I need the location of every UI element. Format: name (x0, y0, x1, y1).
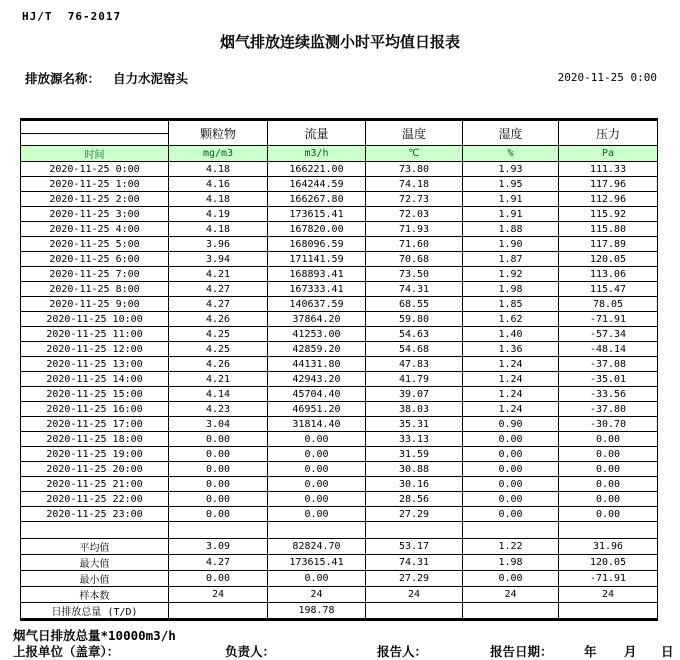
value-cell: 0.00 (169, 492, 268, 507)
summary-value-cell: 1.22 (463, 539, 559, 555)
value-cell: 41.79 (366, 372, 463, 387)
spacer-cell (366, 522, 463, 539)
value-cell: 35.31 (366, 417, 463, 432)
value-cell: 167333.41 (268, 282, 366, 297)
value-cell: 4.16 (169, 177, 268, 192)
time-cell: 2020-11-25 21:00 (21, 477, 169, 492)
value-cell: 0.00 (463, 492, 559, 507)
source-name-value: 自力水泥窑头 (113, 71, 189, 86)
value-cell: 167820.00 (268, 222, 366, 237)
table-row (21, 267, 658, 282)
value-cell: -71.91 (559, 312, 658, 327)
summary-value-cell (463, 603, 559, 620)
value-cell: 4.21 (169, 267, 268, 282)
month-label: 月 (624, 644, 637, 659)
value-cell: 1.87 (463, 252, 559, 267)
value-cell: 54.68 (366, 342, 463, 357)
value-cell: 117.96 (559, 177, 658, 192)
value-cell: 1.93 (463, 162, 559, 177)
table-row (21, 507, 658, 522)
table-row (21, 192, 658, 207)
value-cell: 70.68 (366, 252, 463, 267)
summary-label-cell: 样本数 (21, 587, 169, 603)
unit-flow: m3/h (268, 146, 366, 162)
value-cell: 3.94 (169, 252, 268, 267)
summary-value-cell: 0.00 (463, 571, 559, 587)
report-date-label: 报告日期： (490, 644, 553, 659)
footer-note: 烟气日排放总量*10000m3/h (13, 628, 176, 643)
value-cell: 1.91 (463, 207, 559, 222)
value-cell: 112.96 (559, 192, 658, 207)
summary-value-cell: 24 (559, 587, 658, 603)
value-cell: 1.40 (463, 327, 559, 342)
spacer-cell (559, 522, 658, 539)
responsible-person-label: 负责人： (225, 644, 276, 659)
column-header-flow: 流量 (268, 120, 366, 146)
value-cell: 117.89 (559, 237, 658, 252)
value-cell: 71.93 (366, 222, 463, 237)
value-cell: 0.00 (559, 492, 658, 507)
value-cell: 173615.41 (268, 207, 366, 222)
value-cell: 0.00 (169, 462, 268, 477)
spacer-cell (463, 522, 559, 539)
summary-value-cell: 0.00 (268, 571, 366, 587)
value-cell: -57.34 (559, 327, 658, 342)
standard-number: HJ/T 76-2017 (22, 10, 122, 23)
table-row (21, 417, 658, 432)
time-cell: 2020-11-25 5:00 (21, 237, 169, 252)
value-cell: 1.92 (463, 267, 559, 282)
value-cell: 140637.59 (268, 297, 366, 312)
year-label: 年 (584, 644, 597, 659)
time-cell: 2020-11-25 10:00 (21, 312, 169, 327)
value-cell: 0.00 (559, 477, 658, 492)
column-header-pressure: 压力 (559, 120, 658, 146)
value-cell: 0.00 (559, 507, 658, 522)
summary-value-cell: 24 (268, 587, 366, 603)
time-cell: 2020-11-25 9:00 (21, 297, 169, 312)
value-cell: 38.03 (366, 402, 463, 417)
corner-cell-top (21, 121, 168, 134)
value-cell: 44131.80 (268, 357, 366, 372)
summary-rows (21, 539, 658, 620)
value-cell: 3.96 (169, 237, 268, 252)
summary-value-cell: 24 (169, 587, 268, 603)
summary-value-cell: 74.31 (366, 555, 463, 571)
table-row (21, 432, 658, 447)
day-label: 日 (661, 644, 674, 659)
column-header-humidity: 湿度 (463, 120, 559, 146)
time-cell: 2020-11-25 12:00 (21, 342, 169, 357)
summary-value-cell: 53.17 (366, 539, 463, 555)
value-cell: 39.07 (366, 387, 463, 402)
value-cell: 4.25 (169, 327, 268, 342)
value-cell: 0.00 (463, 432, 559, 447)
value-cell: 168096.59 (268, 237, 366, 252)
value-cell: 0.00 (268, 462, 366, 477)
value-cell: -35.01 (559, 372, 658, 387)
time-cell: 2020-11-25 19:00 (21, 447, 169, 462)
value-cell: 30.16 (366, 477, 463, 492)
summary-row (21, 603, 658, 620)
value-cell: 1.95 (463, 177, 559, 192)
value-cell: -37.08 (559, 357, 658, 372)
value-cell: 0.00 (463, 477, 559, 492)
value-cell: 54.63 (366, 327, 463, 342)
table-row (21, 462, 658, 477)
spacer-row (21, 522, 658, 539)
spacer-cell (21, 522, 169, 539)
time-cell: 2020-11-25 13:00 (21, 357, 169, 372)
unit-pressure: Pa (559, 146, 658, 162)
spacer-cell (268, 522, 366, 539)
value-cell: 1.24 (463, 357, 559, 372)
table-row (21, 357, 658, 372)
value-cell: 42943.20 (268, 372, 366, 387)
table-row (21, 477, 658, 492)
value-cell: 4.27 (169, 297, 268, 312)
summary-value-cell: 173615.41 (268, 555, 366, 571)
value-cell: 31814.40 (268, 417, 366, 432)
value-cell: 4.18 (169, 192, 268, 207)
source-name-label: 排放源名称： (25, 71, 101, 86)
table-row (21, 447, 658, 462)
time-cell: 2020-11-25 14:00 (21, 372, 169, 387)
value-cell: 4.14 (169, 387, 268, 402)
table-row (21, 162, 658, 177)
value-cell: 0.00 (268, 447, 366, 462)
time-cell: 2020-11-25 15:00 (21, 387, 169, 402)
summary-label-cell: 最大值 (21, 555, 169, 571)
table-row (21, 327, 658, 342)
pollutant-header-row (21, 120, 658, 146)
value-cell: 1.88 (463, 222, 559, 237)
value-cell: 113.06 (559, 267, 658, 282)
time-cell: 2020-11-25 6:00 (21, 252, 169, 267)
value-cell: 74.31 (366, 282, 463, 297)
value-cell: 73.50 (366, 267, 463, 282)
time-cell: 2020-11-25 11:00 (21, 327, 169, 342)
table-row (21, 312, 658, 327)
value-cell: 115.92 (559, 207, 658, 222)
value-cell: 73.80 (366, 162, 463, 177)
value-cell: 0.90 (463, 417, 559, 432)
table-row (21, 297, 658, 312)
value-cell: 1.24 (463, 387, 559, 402)
page-title: 烟气排放连续监测小时平均值日报表 (219, 33, 460, 51)
time-cell: 2020-11-25 3:00 (21, 207, 169, 222)
time-cell: 2020-11-25 22:00 (21, 492, 169, 507)
value-cell: 4.26 (169, 357, 268, 372)
time-cell: 2020-11-25 2:00 (21, 192, 169, 207)
table-row (21, 207, 658, 222)
value-cell: 1.91 (463, 192, 559, 207)
value-cell: 0.00 (169, 507, 268, 522)
spacer-body (21, 522, 658, 539)
summary-value-cell (559, 603, 658, 620)
signature-row (0, 642, 680, 660)
value-cell: 0.00 (559, 447, 658, 462)
unit-header-row (21, 146, 658, 162)
summary-value-cell: 0.00 (169, 571, 268, 587)
unit-particulate: mg/m3 (169, 146, 268, 162)
value-cell: 45704.40 (268, 387, 366, 402)
value-cell: 0.00 (559, 432, 658, 447)
summary-value-cell (366, 603, 463, 620)
table-row (21, 237, 658, 252)
value-cell: 33.13 (366, 432, 463, 447)
table-row (21, 222, 658, 237)
value-cell: -30.70 (559, 417, 658, 432)
value-cell: 115.47 (559, 282, 658, 297)
unit-humidity: % (463, 146, 559, 162)
time-cell: 2020-11-25 18:00 (21, 432, 169, 447)
summary-value-cell (169, 603, 268, 620)
report-unit-label: 上报单位（盖章）： (13, 644, 120, 659)
summary-value-cell: 198.78 (268, 603, 366, 620)
time-cell: 2020-11-25 0:00 (21, 162, 169, 177)
summary-value-cell: 31.96 (559, 539, 658, 555)
summary-value-cell: 27.29 (366, 571, 463, 587)
value-cell: 30.88 (366, 462, 463, 477)
unit-temperature: ℃ (366, 146, 463, 162)
value-cell: 0.00 (169, 432, 268, 447)
table-header (21, 120, 658, 162)
value-cell: 0.00 (268, 432, 366, 447)
value-cell: 0.00 (559, 462, 658, 477)
value-cell: 0.00 (463, 447, 559, 462)
hourly-average-table (20, 118, 658, 621)
value-cell: 4.21 (169, 372, 268, 387)
time-cell: 2020-11-25 16:00 (21, 402, 169, 417)
summary-row (21, 571, 658, 587)
time-cell: 2020-11-25 4:00 (21, 222, 169, 237)
table-row (21, 372, 658, 387)
value-cell: 164244.59 (268, 177, 366, 192)
value-cell: 72.03 (366, 207, 463, 222)
value-cell: 171141.59 (268, 252, 366, 267)
summary-value-cell: 4.27 (169, 555, 268, 571)
table-row (21, 252, 658, 267)
value-cell: 59.80 (366, 312, 463, 327)
value-cell: 74.18 (366, 177, 463, 192)
time-cell: 2020-11-25 23:00 (21, 507, 169, 522)
summary-label-cell: 平均值 (21, 539, 169, 555)
value-cell: 4.27 (169, 282, 268, 297)
report-datetime: 2020-11-25 0:00 (557, 71, 657, 84)
value-cell: 111.33 (559, 162, 658, 177)
value-cell: 41253.00 (268, 327, 366, 342)
time-cell: 2020-11-25 20:00 (21, 462, 169, 477)
table-row (21, 282, 658, 297)
summary-value-cell: 24 (463, 587, 559, 603)
value-cell: 47.83 (366, 357, 463, 372)
value-cell: 115.80 (559, 222, 658, 237)
value-cell: 4.19 (169, 207, 268, 222)
summary-value-cell: 120.05 (559, 555, 658, 571)
value-cell: 4.18 (169, 162, 268, 177)
time-cell: 2020-11-25 7:00 (21, 267, 169, 282)
column-header-temperature: 温度 (366, 120, 463, 146)
summary-value-cell: 24 (366, 587, 463, 603)
value-cell: 1.36 (463, 342, 559, 357)
corner-cell (21, 120, 169, 146)
value-cell: 71.60 (366, 237, 463, 252)
value-cell: 28.56 (366, 492, 463, 507)
value-cell: 42859.20 (268, 342, 366, 357)
value-cell: 0.00 (169, 447, 268, 462)
data-rows (21, 162, 658, 522)
table-row (21, 342, 658, 357)
time-cell: 2020-11-25 1:00 (21, 177, 169, 192)
summary-value-cell: 1.98 (463, 555, 559, 571)
value-cell: 168893.41 (268, 267, 366, 282)
value-cell: 166267.80 (268, 192, 366, 207)
summary-label-cell: 最小值 (21, 571, 169, 587)
value-cell: 1.98 (463, 282, 559, 297)
value-cell: -37.80 (559, 402, 658, 417)
value-cell: 37864.20 (268, 312, 366, 327)
value-cell: 1.24 (463, 402, 559, 417)
value-cell: 166221.00 (268, 162, 366, 177)
table-row (21, 387, 658, 402)
value-cell: 1.24 (463, 372, 559, 387)
value-cell: 68.55 (366, 297, 463, 312)
table-row (21, 492, 658, 507)
value-cell: 4.25 (169, 342, 268, 357)
value-cell: 0.00 (268, 507, 366, 522)
time-cell: 2020-11-25 8:00 (21, 282, 169, 297)
reporter-label: 报告人： (377, 644, 428, 659)
summary-value-cell: -71.91 (559, 571, 658, 587)
summary-label-cell: 日排放总量 (T/D) (21, 603, 169, 620)
summary-value-cell: 82824.70 (268, 539, 366, 555)
summary-row (21, 587, 658, 603)
corner-cell-bottom (21, 134, 168, 145)
table-row (21, 177, 658, 192)
value-cell: 72.73 (366, 192, 463, 207)
column-header-particulate: 颗粒物 (169, 120, 268, 146)
value-cell: 31.59 (366, 447, 463, 462)
summary-row (21, 539, 658, 555)
value-cell: 46951.20 (268, 402, 366, 417)
value-cell: 1.90 (463, 237, 559, 252)
value-cell: 27.29 (366, 507, 463, 522)
value-cell: 1.62 (463, 312, 559, 327)
value-cell: 0.00 (463, 507, 559, 522)
value-cell: 3.04 (169, 417, 268, 432)
time-column-header: 时间 (21, 146, 169, 162)
value-cell: 0.00 (463, 462, 559, 477)
value-cell: 0.00 (268, 477, 366, 492)
value-cell: -48.14 (559, 342, 658, 357)
value-cell: 1.85 (463, 297, 559, 312)
value-cell: 120.05 (559, 252, 658, 267)
spacer-cell (169, 522, 268, 539)
value-cell: -33.56 (559, 387, 658, 402)
value-cell: 4.23 (169, 402, 268, 417)
table-row (21, 402, 658, 417)
value-cell: 0.00 (169, 477, 268, 492)
time-cell: 2020-11-25 17:00 (21, 417, 169, 432)
value-cell: 4.26 (169, 312, 268, 327)
value-cell: 4.18 (169, 222, 268, 237)
summary-value-cell: 3.09 (169, 539, 268, 555)
value-cell: 78.05 (559, 297, 658, 312)
summary-row (21, 555, 658, 571)
source-row (0, 69, 680, 87)
value-cell: 0.00 (268, 492, 366, 507)
